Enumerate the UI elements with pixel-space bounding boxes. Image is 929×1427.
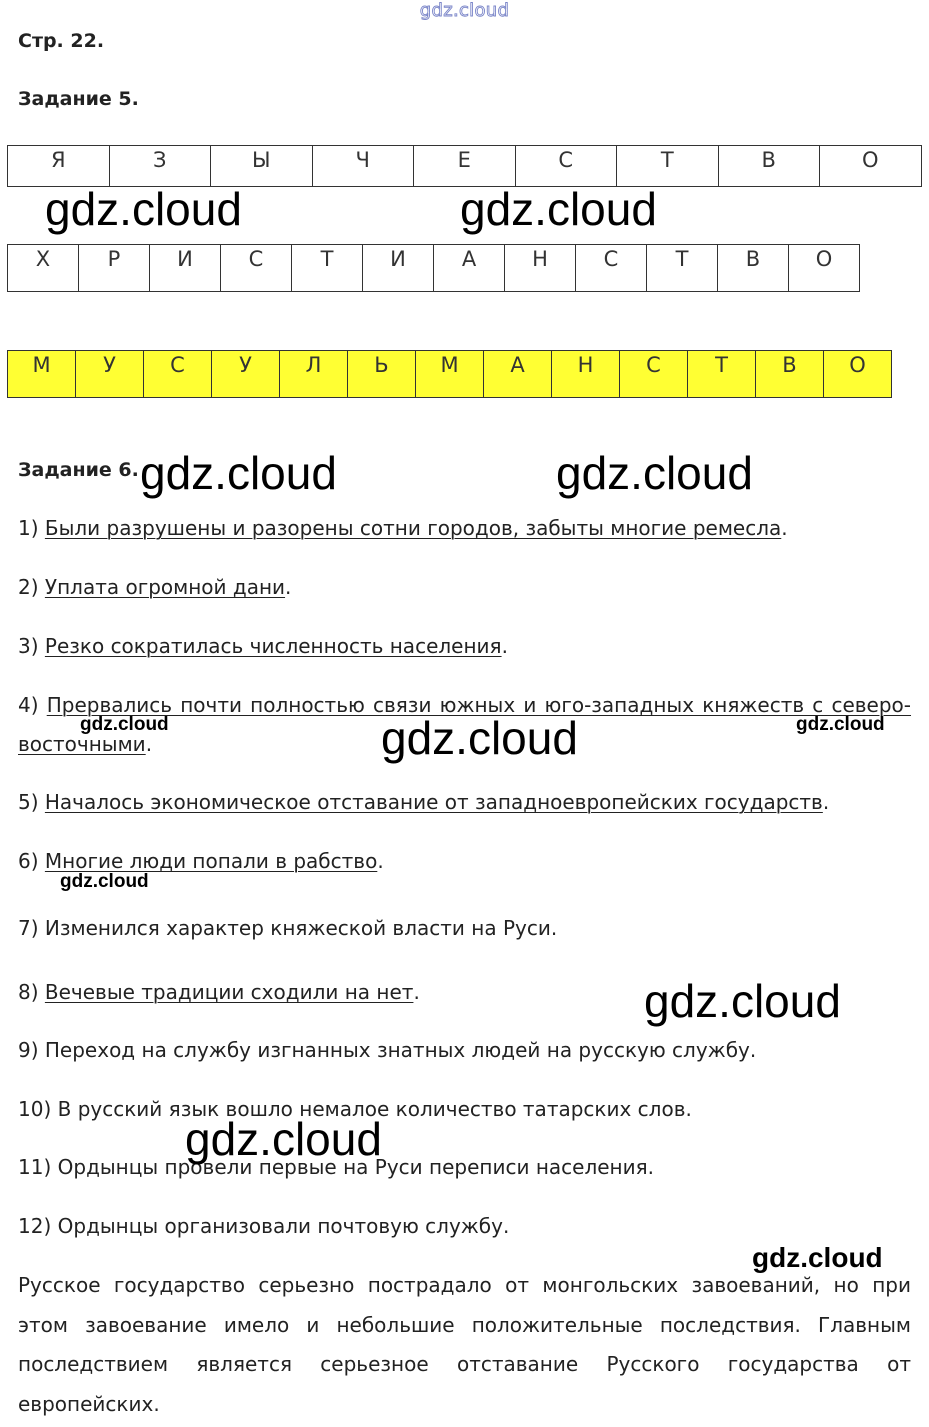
item-end: .	[413, 980, 420, 1004]
watermark: gdz.cloud	[460, 183, 657, 235]
letter-cell: О	[820, 145, 922, 187]
letter-cell: З	[110, 145, 212, 187]
letter-cell: В	[756, 350, 824, 398]
watermark: gdz.cloud	[796, 714, 885, 735]
word-grid-1	[7, 145, 922, 187]
letter-cell: Т	[647, 244, 718, 292]
letter-cell: Н	[505, 244, 576, 292]
letter-cell: Ы	[211, 145, 313, 187]
item-number: 1)	[18, 516, 39, 540]
letter-cell: О	[789, 244, 860, 292]
letter-cell: Ч	[313, 145, 415, 187]
list-item	[18, 1038, 756, 1062]
item-number: 4)	[18, 693, 39, 717]
letter-cell: У	[76, 350, 144, 398]
item-text: Началось экономическое отставание от западноевропейских государств	[44, 790, 823, 814]
item-end: .	[377, 849, 384, 873]
item-end: .	[822, 790, 830, 814]
page-label: Стр. 22.	[18, 30, 105, 52]
item-end: .	[285, 575, 292, 599]
letter-cell: Т	[617, 145, 719, 187]
letter-cell: С	[221, 244, 292, 292]
item-text: Вечевые традиции сходили на нет	[44, 980, 414, 1004]
task5-title: Задание 5.	[18, 88, 139, 110]
item-text: Изменился характер княжеской власти на Руси.	[44, 916, 558, 940]
letter-cell: И	[150, 244, 221, 292]
letter-cell: О	[824, 350, 892, 398]
watermark: gdz.cloud	[752, 1242, 883, 1273]
item-number: 12)	[18, 1214, 52, 1238]
item-text: Прервались почти полностью связи южных и юго-западных княжеств с северо-восточными	[18, 693, 912, 756]
item-text: Уплата огромной дани	[44, 575, 286, 599]
watermark: gdz.cloud	[644, 975, 841, 1027]
letter-cell: С	[576, 244, 647, 292]
watermark: gdz.cloud	[381, 712, 578, 764]
letter-cell: М	[8, 350, 76, 398]
watermark: gdz.cloud	[140, 447, 337, 499]
letter-cell: М	[416, 350, 484, 398]
list-item	[18, 790, 829, 814]
watermark: gdz.cloud	[60, 871, 149, 892]
item-number: 11)	[18, 1155, 52, 1179]
item-text: Ордынцы организовали почтовую службу.	[57, 1214, 510, 1238]
item-number: 2)	[18, 575, 39, 599]
list-item	[18, 1214, 509, 1238]
letter-cell: Т	[688, 350, 756, 398]
letter-cell: Р	[79, 244, 150, 292]
list-item	[18, 849, 384, 873]
watermark: gdz.cloud	[45, 183, 242, 235]
list-item	[18, 980, 420, 1004]
item-text: В русский язык вошло немалое количество татарских слов.	[57, 1097, 692, 1121]
letter-cell: И	[363, 244, 434, 292]
letter-cell: Н	[552, 350, 620, 398]
watermark: gdz.cloud	[556, 447, 753, 499]
item-text: Резко сократилась численность населения	[44, 634, 502, 658]
letter-cell: Л	[280, 350, 348, 398]
letter-cell: Х	[8, 244, 79, 292]
item-text: Многие люди попали в рабство	[44, 849, 378, 873]
item-number: 9)	[18, 1038, 39, 1062]
item-end: .	[145, 732, 153, 756]
letter-cell: С	[516, 145, 618, 187]
letter-cell: С	[620, 350, 688, 398]
item-end: .	[501, 634, 508, 658]
list-item	[18, 575, 291, 599]
list-item	[18, 516, 788, 540]
letter-cell: В	[718, 244, 789, 292]
item-number: 6)	[18, 849, 39, 873]
conclusion-paragraph: Русское государство серьезно пострадало от монгольских завоеваний, но при этом завоевание имело и небольшие положительные последствия. Главным последствием является серьезное отставание Русского государства от европейских.	[18, 1273, 911, 1416]
letter-cell: Ь	[348, 350, 416, 398]
word-grid-2	[7, 244, 860, 292]
watermark: gdz.cloud	[185, 1113, 382, 1165]
item-end: .	[781, 516, 788, 540]
list-item	[18, 634, 508, 658]
item-number: 3)	[18, 634, 39, 658]
item-text: Были разрушены и разорены сотни городов, забыты многие ремесла	[44, 516, 782, 540]
letter-cell: В	[719, 145, 821, 187]
item-number: 7)	[18, 916, 39, 940]
item-text: Ордынцы провели первые на Руси переписи населения.	[57, 1155, 655, 1179]
letter-cell: У	[212, 350, 280, 398]
letter-cell: Е	[414, 145, 516, 187]
letter-cell: Я	[8, 145, 110, 187]
item-number: 5)	[18, 790, 39, 814]
list-item	[18, 916, 557, 940]
letter-cell: С	[144, 350, 212, 398]
item-number: 8)	[18, 980, 39, 1004]
letter-cell: Т	[292, 244, 363, 292]
word-grid-3	[7, 350, 892, 398]
task6-title: Задание 6.	[18, 459, 139, 481]
item-text: Переход на службу изгнанных знатных людей на русскую службу.	[44, 1038, 757, 1062]
letter-cell: А	[434, 244, 505, 292]
letter-cell: А	[484, 350, 552, 398]
item-number: 10)	[18, 1097, 52, 1121]
site-watermark-top: gdz.cloud	[419, 0, 510, 21]
watermark: gdz.cloud	[80, 714, 169, 735]
